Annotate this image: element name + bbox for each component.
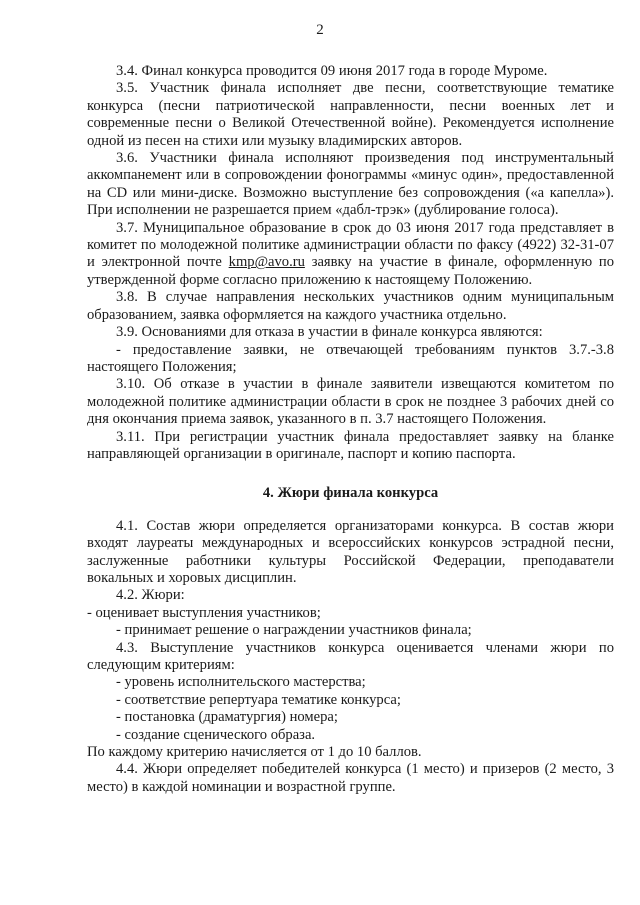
clause-3-5: 3.5. Участник финала исполняет две песни, соответствующие тематике конкурса (песни патриотической направленности, песни военных лет и современные песни о Великой Отечественной войне). Рекомендуется исполнение одной из песен на стихи или музыку владимирских авторов. <box>87 80 614 149</box>
list-item: - соответствие репертуара тематике конкурса; <box>116 691 401 708</box>
list-item: - уровень исполнительского мастерства; <box>116 674 366 691</box>
clause-4-2: 4.2. Жюри: <box>116 587 185 604</box>
clause-4-1: 4.1. Состав жюри определяется организаторами конкурса. В состав жюри входят лауреаты международных и всероссийских конкурсов эстрадной песни, заслуженные работники культуры Российской Федерации, преподаватели вокальных и хоровых дисциплин. <box>87 517 614 586</box>
page-number: 2 <box>316 22 324 38</box>
clause-4-4: 4.4. Жюри определяет победителей конкурса (1 место) и призеров (2 место, 3 место) в каждой номинации и возрастной группе. <box>87 761 614 795</box>
clause-3-7 <box>87 220 614 290</box>
section-heading: 4. Жюри финала конкурса <box>262 485 439 502</box>
clause-3-9-item: - предоставление заявки, не отвечающей требованиям пунктов 3.7.-3.8 настоящего Положения; <box>87 341 614 375</box>
clause-4-3: 4.3. Выступление участников конкурса оценивается членами жюри по следующим критериям: <box>87 639 614 673</box>
clause-3-6: 3.6. Участники финала исполняют произведения под инструментальный аккомпанемент или в сопровождении фонограммы «минус один», предоставленной на CD или мини-диске. Возможно выступление без сопровождения («а капелла»). При исполнении не разрешается прием «дабл-трэк» (дублирование голоса). <box>87 150 614 219</box>
clause-3-11: 3.11. При регистрации участник финала предоставляет заявку на бланке направляющей организации в оригинале, паспорт и копию паспорта. <box>87 428 614 462</box>
document-body <box>87 63 614 796</box>
list-item: - принимает решение о награждении участников финала; <box>116 622 472 639</box>
clause-3-7-text-after: заявку на участие в финале, оформленную по утвержденной форме согласно приложению к настоящему Положению. <box>87 254 615 288</box>
clause-3-10: 3.10. Об отказе в участии в финале заявители извещаются комитетом по молодежной политике администрации области в срок не позднее 3 рабочих дней со дня окончания приема заявок, указанного в п. 3.7 настоящего Положения. <box>87 376 614 428</box>
score-note: По каждому критерию начисляется от 1 до 10 баллов. <box>87 744 422 761</box>
email-link[interactable]: kmp@avo.ru <box>228 254 305 271</box>
clause-3-7-text-before: 3.7. Муниципальное образование в срок до 03 июня 2017 года представляет в комитет по молодежной политике администрации области по факсу (4922) 32-31-07 и электронной почте <box>87 219 614 271</box>
list-item: - оценивает выступления участников; <box>87 604 321 621</box>
list-item: - создание сценического образа. <box>116 726 316 743</box>
clause-3-4: 3.4. Финал конкурса проводится 09 июня 2017 года в городе Муроме. <box>116 63 548 79</box>
clause-3-9: 3.9. Основаниями для отказа в участии в финале конкурса являются: <box>116 324 543 341</box>
clause-3-8: 3.8. В случае направления нескольких участников одним муниципальным образованием, заявка оформляется на каждого участника отдельно. <box>87 289 614 323</box>
list-item: - постановка (драматургия) номера; <box>116 709 338 726</box>
